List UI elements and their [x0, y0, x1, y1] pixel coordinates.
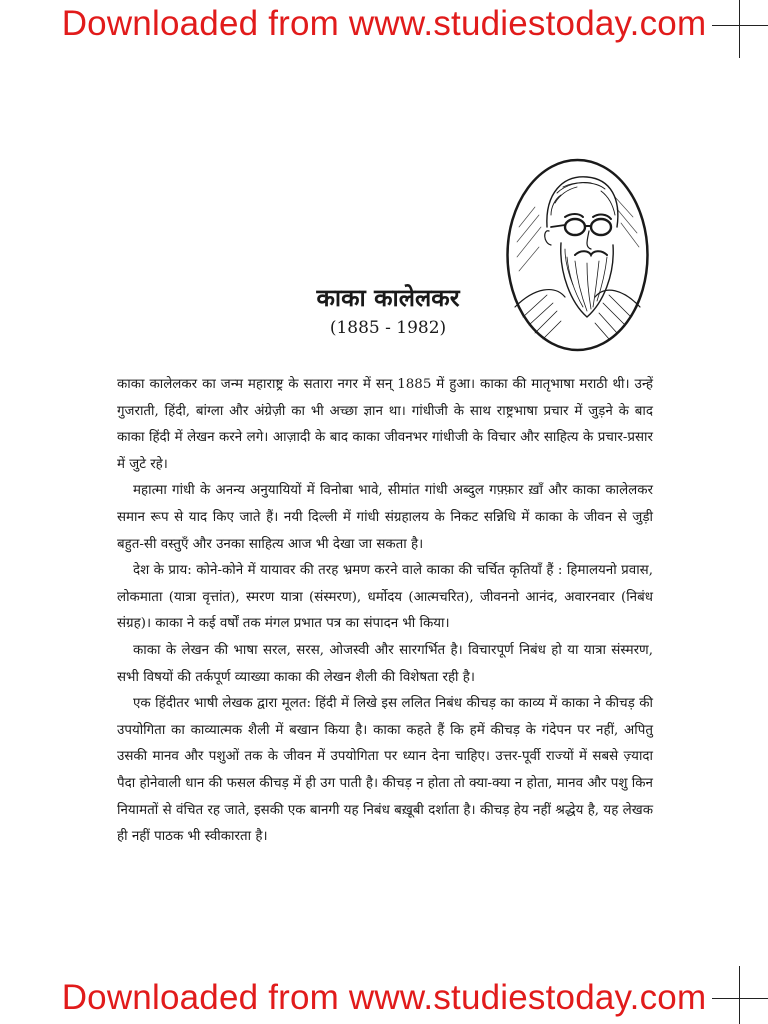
watermark-banner-bottom: Downloaded from www.studiestoday.com [61, 978, 707, 1017]
author-portrait-icon [505, 157, 650, 353]
crop-mark-top-vertical [739, 0, 740, 58]
crop-mark-top-horizontal [712, 25, 768, 26]
bio-paragraph: महात्मा गांधी के अनन्य अनुयायियों में विनोबा भावे, सीमांत गांधी अब्दुल गफ़्फ़ार ख़ाँ और काका कालेलकर समान रूप से याद किए जाते हैं। नयी दिल्ली में गांधी संग्रहालय के निकट सन्निधि में काका के जीवन से जुड़ी बहुत-सी वस्तुएँ और उनका साहित्य आज भी देखा जा सकता है। [117, 483, 653, 552]
bio-paragraph: काका कालेलकर का जन्म महाराष्ट्र के सतारा नगर में सन् 1885 में हुआ। काका की मातृभाषा मराठी थी। उन्हें गुजराती, हिंदी, बांग्ला और अंग्रेज़ी का भी अच्छा ज्ञान था। गांधीजी के साथ राष्ट्रभाषा प्रचार में जुड़ने के बाद काका हिंदी में लेखन करने लगे। आज़ादी के बाद काका जीवनभर गांधीजी के विचार और साहित्य के प्रचार-प्रसार में जुटे रहे। [117, 377, 654, 472]
bio-paragraph: एक हिंदीतर भाषी लेखक द्वारा मूलत: हिंदी में लिखे इस ललित निबंध कीचड़ का काव्य में काका ने कीचड़ की उपयोगिता का काव्यात्मक शैली में बखान किया है। काका कहते हैं कि हमें कीचड़ के गंदेपन पर नहीं, अपितु उसकी मानव और पशुओं तक के जीवन में उपयोगिता पर ध्यान देना चाहिए। उत्तर-पूर्वी राज्यों में सबसे ज़्यादा पैदा होनेवाली धान की फसल कीचड़ में ही उग पाती है। कीचड़ न होता तो क्या-क्या न होता, मानव और पशु किन नियामतों से वंचित रह जाते, इसकी एक बानगी यह निबंध बख़ूबी दर्शाता है। कीचड़ हेय नहीं श्रद्धेय है, यह लेखक ही नहीं पाठक भी स्वीकारता है। [117, 696, 653, 845]
author-years: (1885 - 1982) [329, 318, 447, 338]
author-biography [117, 372, 653, 851]
watermark-banner-top: Downloaded from www.studiestoday.com [61, 4, 707, 43]
bio-paragraph: काका के लेखन की भाषा सरल, सरस, ओजस्वी और सारगर्भित है। विचारपूर्ण निबंध हो या यात्रा संस्मरण, सभी विषयों की तर्कपूर्ण व्याख्या काका की लेखन शैली की विशेषता रही है। [117, 642, 653, 685]
chapter-title: काका कालेलकर [316, 283, 460, 312]
bio-paragraph: देश के प्राय: कोने-कोने में यायावर की तरह भ्रमण करने वाले काका की चर्चित कृतियाँ हैं : हिमालयनो प्रवास, लोकमाता (यात्रा वृत्तांत), स्मरण यात्रा (संस्मरण), धर्मोदय (आत्मचरित), जीवननो आनंद, अवारनवार (निबंध संग्रह)। काका ने कई वर्षों तक मंगल प्रभात पत्र का संपादन भी किया। [117, 563, 653, 632]
